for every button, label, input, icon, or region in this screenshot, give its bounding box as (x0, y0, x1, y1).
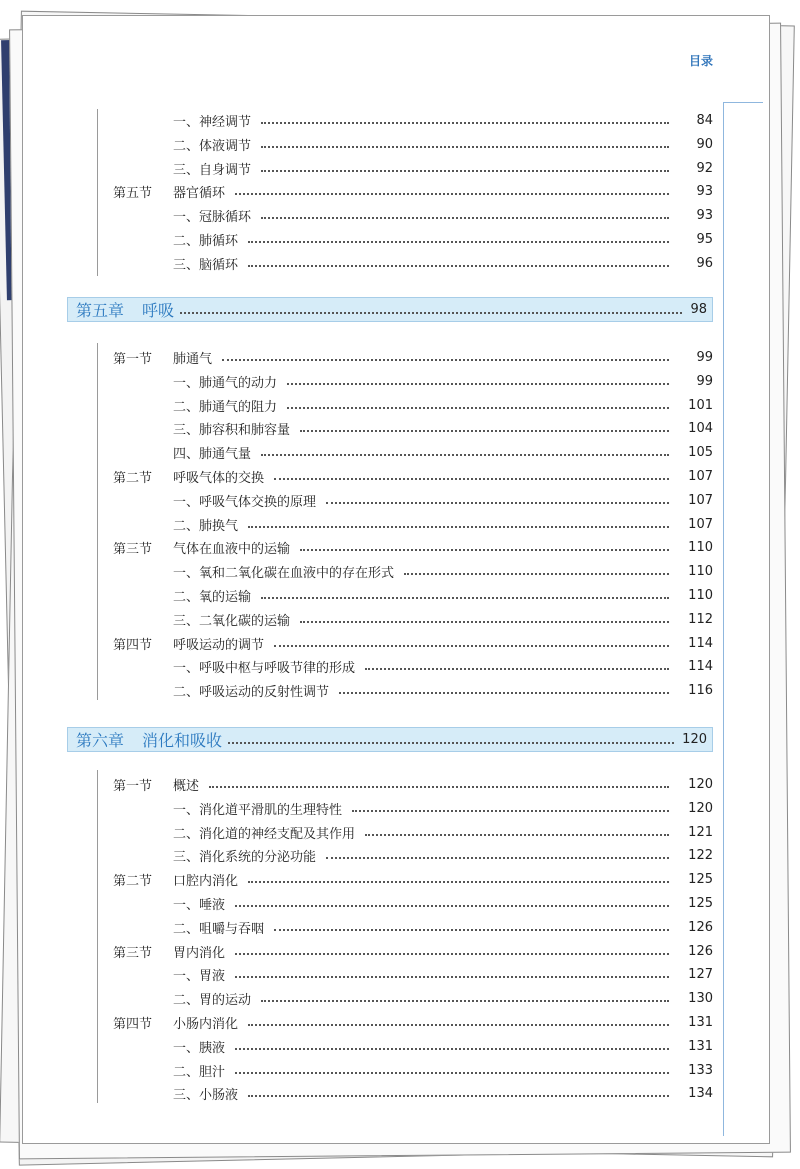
page-number: 114 (688, 635, 713, 651)
entry-title: 三、消化系统的分泌功能 (173, 849, 317, 865)
entry-title: 四、肺通气量 (173, 446, 252, 462)
entry-title: 二、体液调节 (173, 138, 252, 154)
toc-entry[interactable] (23, 892, 713, 914)
section-number: 第四节 (113, 1016, 153, 1032)
page-number: 125 (688, 871, 713, 887)
entry-title: 口腔内消化 (173, 873, 239, 889)
page-number: 93 (696, 207, 713, 223)
dot-leader (287, 407, 669, 409)
dot-leader (274, 645, 669, 647)
toc-entry[interactable] (23, 679, 713, 701)
dot-leader (287, 383, 669, 385)
page-number: 125 (688, 895, 713, 911)
toc-entry[interactable] (23, 465, 713, 487)
page-number: 133 (688, 1062, 713, 1078)
dot-leader (261, 597, 669, 599)
section-number: 第二节 (113, 470, 153, 486)
chapter-title: 消化和吸收 (142, 731, 223, 750)
page-number: 96 (696, 255, 713, 271)
page-number: 122 (688, 847, 713, 863)
dot-leader (326, 502, 669, 504)
toc-entry[interactable] (23, 441, 713, 463)
toc-entry[interactable] (23, 868, 713, 890)
entry-title: 一、呼吸气体交换的原理 (173, 494, 317, 510)
dot-leader (365, 668, 669, 670)
entry-title: 二、肺通气的阻力 (173, 399, 278, 415)
toc-entry[interactable] (23, 560, 713, 582)
toc-entry[interactable] (23, 608, 713, 630)
dot-leader (300, 430, 669, 432)
toc-entry[interactable] (23, 417, 713, 439)
page-number: 107 (688, 516, 713, 532)
page-number: 110 (688, 587, 713, 603)
dot-leader (235, 905, 669, 907)
entry-title: 一、神经调节 (173, 114, 252, 130)
dot-leader (365, 834, 669, 836)
toc-entry[interactable] (23, 157, 713, 179)
dot-leader (248, 1024, 669, 1026)
entry-title: 三、肺容积和肺容量 (173, 422, 291, 438)
page-number: 107 (688, 468, 713, 484)
margin-rule (723, 102, 763, 103)
chapter-title: 呼吸 (142, 301, 175, 320)
toc-entry[interactable] (23, 513, 713, 535)
toc-entry[interactable] (23, 655, 713, 677)
page-number: 107 (688, 492, 713, 508)
dot-leader (248, 1095, 669, 1097)
dot-leader (248, 526, 669, 528)
dot-leader (339, 692, 669, 694)
dot-leader (326, 857, 669, 859)
section-number: 第四节 (113, 637, 153, 653)
entry-title: 三、二氧化碳的运输 (173, 613, 291, 629)
page-number: 120 (682, 732, 707, 747)
toc-entry[interactable] (23, 536, 713, 558)
page-number: 127 (688, 966, 713, 982)
entry-title: 三、脑循环 (173, 257, 239, 273)
dot-leader (235, 953, 669, 955)
toc-entry[interactable] (23, 584, 713, 606)
page-number: 84 (696, 112, 713, 128)
section-number: 第二节 (113, 873, 153, 889)
toc-entry[interactable] (23, 1035, 713, 1057)
dot-leader (235, 1048, 669, 1050)
dot-leader (274, 929, 669, 931)
section-number: 第三节 (113, 541, 153, 557)
entry-title: 一、冠脉循环 (173, 209, 252, 225)
page-number: 112 (688, 611, 713, 627)
toc-entry[interactable] (23, 394, 713, 416)
dot-leader (261, 170, 669, 172)
toc-entry[interactable] (23, 632, 713, 654)
page-number: 99 (696, 349, 713, 365)
dot-leader (248, 881, 669, 883)
page-number: 95 (696, 231, 713, 247)
page-number: 121 (688, 824, 713, 840)
page-number: 90 (696, 136, 713, 152)
entry-title: 一、氧和二氧化碳在血液中的存在形式 (173, 565, 395, 581)
dot-leader (261, 217, 669, 219)
entry-title: 一、肺通气的动力 (173, 375, 278, 391)
toc-entry[interactable] (23, 180, 713, 202)
toc-entry[interactable] (23, 987, 713, 1009)
dot-leader (352, 810, 669, 812)
dot-leader (248, 265, 669, 267)
toc-entry[interactable] (23, 489, 713, 511)
toc-entry[interactable] (23, 773, 713, 795)
entry-title: 一、消化道平滑肌的生理特性 (173, 802, 343, 818)
dot-leader (300, 621, 669, 623)
toc-entry[interactable] (23, 1011, 713, 1033)
toc-entry[interactable] (23, 109, 713, 131)
section-number: 第一节 (113, 778, 153, 794)
toc-entry[interactable] (23, 940, 713, 962)
entry-title: 二、咀嚼与吞咽 (173, 921, 265, 937)
toc-entry[interactable] (23, 204, 713, 226)
toc-entry[interactable] (23, 963, 713, 985)
toc-entry[interactable] (23, 797, 713, 819)
toc-entry[interactable] (23, 370, 713, 392)
entry-title: 胃内消化 (173, 945, 226, 961)
page-number: 98 (690, 302, 707, 317)
page-number: 101 (688, 397, 713, 413)
entry-title: 一、唾液 (173, 897, 226, 913)
chapter-label: 第六章 (76, 731, 125, 750)
page-number: 110 (688, 539, 713, 555)
entry-title: 呼吸运动的调节 (173, 637, 265, 653)
dot-leader (274, 478, 669, 480)
dot-leader (180, 312, 682, 314)
dot-leader (261, 1000, 669, 1002)
entry-title: 肺通气 (173, 351, 213, 367)
page-number: 116 (688, 682, 713, 698)
entry-title: 二、胃的运动 (173, 992, 252, 1008)
toc-entry[interactable] (23, 821, 713, 843)
entry-title: 二、肺换气 (173, 518, 239, 534)
dot-leader (261, 146, 669, 148)
page-number: 134 (688, 1085, 713, 1101)
chapter-heading[interactable] (67, 297, 713, 322)
entry-title: 二、胆汁 (173, 1064, 226, 1080)
dot-leader (261, 122, 669, 124)
dot-leader (235, 1072, 669, 1074)
entry-title: 一、胰液 (173, 1040, 226, 1056)
section-number: 第五节 (113, 185, 153, 201)
section-number: 第三节 (113, 945, 153, 961)
entry-title: 气体在血液中的运输 (173, 541, 291, 557)
entry-title: 三、小肠液 (173, 1087, 239, 1103)
toc-entry[interactable] (23, 1082, 713, 1104)
page-number: 131 (688, 1014, 713, 1030)
page-number: 114 (688, 658, 713, 674)
entry-title: 三、自身调节 (173, 162, 252, 178)
toc-entry[interactable] (23, 916, 713, 938)
dot-leader (235, 976, 669, 978)
entry-title: 二、消化道的神经支配及其作用 (173, 826, 356, 842)
margin-rule (723, 102, 724, 1136)
entry-title: 概述 (173, 778, 200, 794)
page-number: 130 (688, 990, 713, 1006)
entry-title: 二、氧的运输 (173, 589, 252, 605)
page-number: 99 (696, 373, 713, 389)
page-number: 93 (696, 183, 713, 199)
entry-title: 呼吸气体的交换 (173, 470, 265, 486)
toc-entry[interactable] (23, 844, 713, 866)
page-header-title: 目录 (689, 54, 714, 68)
entry-title: 器官循环 (173, 185, 226, 201)
page-number: 92 (696, 160, 713, 176)
entry-title: 一、呼吸中枢与呼吸节律的形成 (173, 660, 356, 676)
dot-leader (235, 193, 669, 195)
dot-leader (261, 454, 669, 456)
chapter-label: 第五章 (76, 301, 125, 320)
page-number: 126 (688, 919, 713, 935)
toc-entry[interactable] (23, 228, 713, 250)
page-number: 105 (688, 444, 713, 460)
chapter-heading[interactable] (67, 727, 713, 752)
dot-leader (248, 241, 669, 243)
page-number: 120 (688, 776, 713, 792)
dot-leader (228, 742, 674, 744)
entry-title: 二、肺循环 (173, 233, 239, 249)
section-number: 第一节 (113, 351, 153, 367)
entry-title: 一、胃液 (173, 968, 226, 984)
toc-entry[interactable] (23, 133, 713, 155)
dot-leader (404, 573, 669, 575)
toc-entry[interactable] (23, 252, 713, 274)
toc-entry[interactable] (23, 1059, 713, 1081)
page-number: 126 (688, 943, 713, 959)
page-number: 120 (688, 800, 713, 816)
toc-entry[interactable] (23, 346, 713, 368)
dot-leader (300, 549, 669, 551)
entry-title: 小肠内消化 (173, 1016, 239, 1032)
toc-page (22, 15, 770, 1144)
dot-leader (209, 786, 669, 788)
dot-leader (222, 359, 669, 361)
entry-title: 二、呼吸运动的反射性调节 (173, 684, 330, 700)
page-number: 131 (688, 1038, 713, 1054)
page-number: 104 (688, 420, 713, 436)
page-number: 110 (688, 563, 713, 579)
